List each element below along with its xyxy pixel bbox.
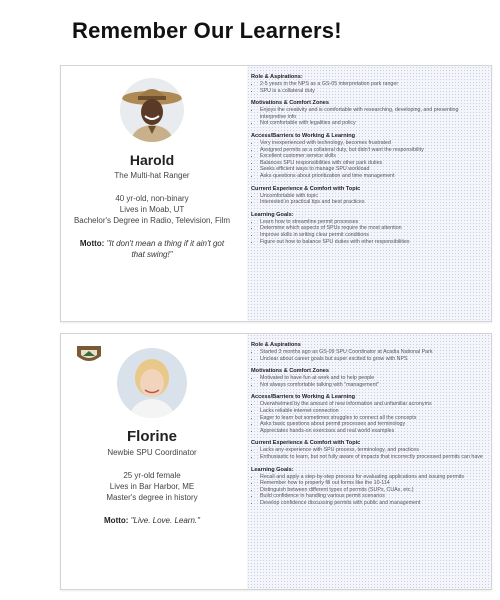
- motto-label: Motto:: [79, 239, 105, 248]
- section-heading: Learning Goals:: [251, 466, 294, 473]
- section-heading: Current Experience & Comfort with Topic: [251, 440, 361, 447]
- section-heading: Learning Goals:: [251, 211, 294, 218]
- avatar: [117, 348, 187, 418]
- list-item: • SPU is a collateral duty: [260, 88, 485, 95]
- persona-motto: [61, 238, 243, 260]
- section-motivations: [251, 368, 485, 388]
- nps-badge-icon: [75, 344, 103, 364]
- list-item: • Lacks reliable internet connection: [260, 408, 485, 415]
- list-item: • 2-5 years in the NPS as a GS-05 interpretation park ranger: [260, 81, 485, 88]
- section-learning-goals: [251, 467, 485, 507]
- avatar: [120, 78, 184, 142]
- section-heading: Role & Aspirations:: [251, 74, 303, 80]
- section-role: [251, 342, 485, 362]
- list-item: • Unclear about career goals but super excited to grow with NPS: [260, 356, 485, 363]
- section-heading: Current Experience & Comfort with Topic: [251, 185, 361, 192]
- list-item: • Recall and apply a step-by-step process for evaluating applications and issuing permits: [260, 474, 485, 481]
- motto-text: "It don't mean a thing if it ain't got that swing!": [106, 239, 225, 259]
- list-item: • Interested in practical tips and best practices: [260, 199, 485, 206]
- list-item: • Asks questions about prioritization and time management: [260, 173, 485, 180]
- section-learning-goals: [251, 212, 485, 245]
- list-item: • Enjoys the creativity and is comfortable with researching, developing, and presenting interpretive info: [260, 107, 485, 120]
- list-item: • Distinguish between different types of permits (SUPs, CUAs, etc.): [260, 487, 485, 494]
- motto-label: Motto:: [104, 516, 129, 525]
- persona-profile: [61, 334, 243, 589]
- section-access-barriers: [251, 394, 485, 434]
- persona-motto: [61, 515, 243, 526]
- persona-name: Florine: [126, 428, 177, 445]
- list-item: • Improve skills in writing clear permit conditions: [260, 232, 485, 239]
- person-portrait-icon: [117, 348, 187, 418]
- list-item: • Eager to learn but sometimes struggles to connect all the concepts: [260, 415, 485, 422]
- list-item: • Motivated to have fun at work and to help people: [260, 375, 485, 382]
- persona-age: 40 yr-old, non-binary: [115, 194, 189, 203]
- persona-details: [247, 66, 491, 321]
- list-item: • Figure out how to balance SPU duties with other responsibilities: [260, 239, 485, 246]
- list-item: • Not comfortable with legalities and policy: [260, 120, 485, 127]
- list-item: • Overwhelmed by the amount of new information and unfamiliar acronyms: [260, 401, 485, 408]
- persona-role: The Multi-hat Ranger: [114, 171, 190, 180]
- list-item: • Lacks any experience with SPU process, terminology, and practices: [260, 447, 485, 454]
- list-item: • Not always comfortable talking with "management": [260, 382, 485, 389]
- section-current-experience: [251, 440, 485, 460]
- list-item: • Asks basic questions about permit processes and terminology: [260, 421, 485, 428]
- section-motivations: [251, 100, 485, 127]
- persona-name: Harold: [129, 152, 175, 168]
- list-item: • Enthusiastic to learn, but not fully aware of impacts that incorrectly processed permits can have: [260, 454, 485, 461]
- list-item: • Remember how to properly fill out forms like the 10-114: [260, 480, 485, 487]
- list-item: • Develop confidence discussing permits with public and management: [260, 500, 485, 507]
- persona-card-florine: [60, 333, 492, 590]
- list-item: • Learn how to streamline permit processes: [260, 219, 485, 226]
- list-item: • Build confidence in handling various permit scenarios: [260, 493, 485, 500]
- section-heading: Role & Aspirations: [251, 342, 301, 348]
- persona-info: [61, 470, 243, 503]
- section-heading: Motivations & Comfort Zones: [251, 100, 330, 107]
- section-current-experience: [251, 186, 485, 206]
- list-item: • Uncomfortable with topic: [260, 193, 485, 200]
- section-role: [251, 74, 485, 94]
- persona-age: 25 yr-old female: [123, 471, 181, 480]
- list-item: • Excellent customer service skills: [260, 153, 485, 160]
- section-access-barriers: [251, 133, 485, 180]
- section-heading: Motivations & Comfort Zones: [251, 368, 330, 375]
- persona-card-harold: [60, 65, 492, 322]
- ranger-portrait-icon: [120, 78, 184, 142]
- section-heading: Access/Barriers to Working & Learning: [251, 394, 356, 401]
- list-item: • Started 3 months ago as GS-09 SPU Coordinator at Acadia National Park: [260, 349, 485, 356]
- list-item: • Assigned permits as a collateral duty, but didn't want the responsibility: [260, 147, 485, 154]
- persona-location: Lives in Bar Harbor, ME: [109, 482, 195, 491]
- persona-profile: [61, 66, 243, 321]
- persona-role: Newbie SPU Coordinator: [107, 448, 197, 457]
- list-item: • Balances SPU responsibilities with other park duties: [260, 160, 485, 167]
- list-item: • Seeks efficient ways to manage SPU workload: [260, 166, 485, 173]
- persona-education: Bachelor's Degree in Radio, Television, Film: [73, 216, 231, 225]
- persona-location: Lives in Moab, UT: [119, 205, 185, 214]
- list-item: • Appreciates hands-on exercises and real world examples: [260, 428, 485, 435]
- list-item: • Determine which aspects of SPUs require the most attention: [260, 225, 485, 232]
- list-item: • Very inexperienced with technology, becomes frustrated: [260, 140, 485, 147]
- motto-text: "Live. Love. Learn.": [130, 516, 200, 525]
- persona-details: [247, 334, 491, 589]
- persona-education: Master's degree in history: [106, 493, 198, 502]
- page-title: Remember Our Learners!: [72, 18, 342, 43]
- persona-info: [61, 193, 243, 226]
- section-heading: Access/Barriers to Working & Learning: [251, 132, 356, 139]
